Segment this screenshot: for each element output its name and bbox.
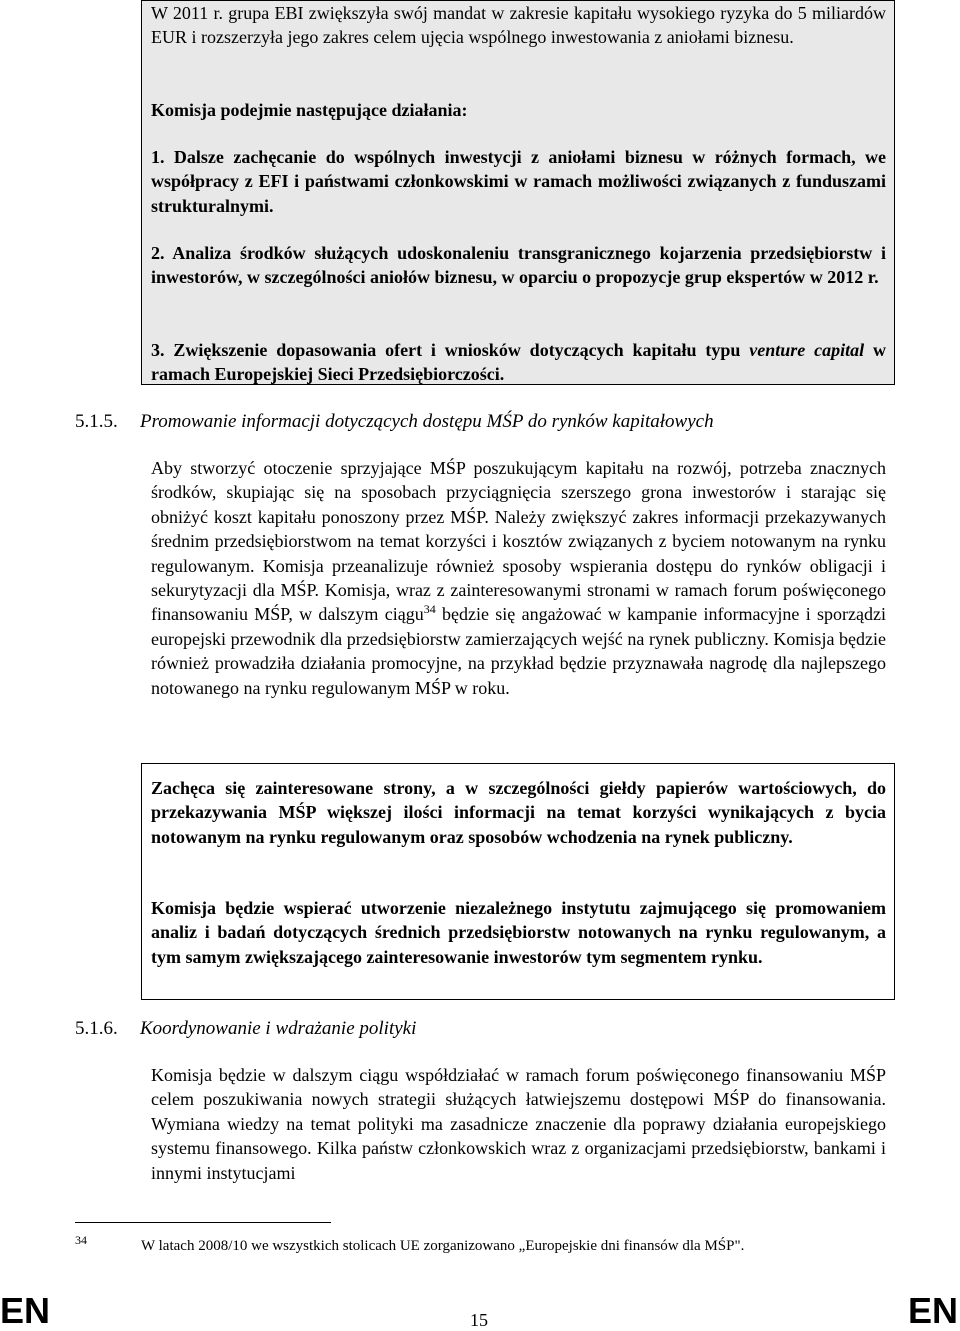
encourage-paragraph-1: Zachęca się zainteresowane strony, a w szczególności giełdy papierów wartościowych, do przekazywania MŚP większej ilości informacji na temat korzyści wynikających z bycia notowanym na rynku regulowanym oraz sposobów wchodzenia na rynek publiczny. — [151, 778, 886, 847]
action-item-3 — [151, 338, 886, 387]
footer-lang-right: EN — [907, 1290, 958, 1331]
action-item-3-text-b: w ramach Europejskiej Sieci Przedsiębiorczości. — [151, 340, 886, 385]
footnote-text: W latach 2008/10 we wszystkich stolicach UE zorganizowano „Europejskie dni finansów dla MŚP". — [141, 1238, 745, 1254]
encourage-paragraph-2: Komisja będzie wspierać utworzenie niezależnego instytutu zajmującego się promowaniem analiz i badań dotyczących średnich przedsiębiorstw notowanych na rynku regulowanym, a tym samym zwiększającego zainteresowanie inwestorów tym segmentem rynku. — [151, 898, 886, 967]
footnote-ref-34[interactable]: 34 — [423, 602, 436, 617]
section-516-number: 5.1.6. — [75, 1018, 118, 1039]
action-item-3-text-a: 3. Zwiększenie dopasowania ofert i wniosków dotyczących kapitału typu — [151, 340, 750, 360]
section-515-text-b: będzie się angażować w kampanie informacyjne i sporządzi europejski przewodnik dla przedsiębiorstw zamierzających wejść na rynek publiczny. Komisja będzie również prowadziła działania promocyjne, na przykład będzie przyznawała nagrodę dla najlepszego notowanego na rynku regulowanym MŚP w roku. — [151, 604, 886, 698]
action-item-3-italic: venture capital — [749, 340, 865, 360]
action-item-1: 1. Dalsze zachęcanie do wspólnych inwestycji z aniołami biznesu w różnych formach, we współpracy z EFI i państwami członkowskimi w ramach możliwości związanych z funduszami strukturalnymi. — [151, 147, 886, 216]
section-515-title: Promowanie informacji dotyczących dostępu MŚP do rynków kapitałowych — [140, 411, 714, 432]
footnote-number: 34 — [75, 1233, 87, 1247]
page-number: 15 — [470, 1310, 488, 1330]
section-515-paragraph — [151, 456, 886, 700]
section-516-paragraph: Komisja będzie w dalszym ciągu współdziałać w ramach forum poświęconego finansowaniu MŚP celem poszukiwania nowych strategii służących łatwiejszemu dostępowi MŚP do finansowania. Wymiana wiedzy na temat polityki ma zasadnicze znaczenie dla poprawy działania europejskiego systemu finansowego. Kilka państw członkowskich wraz z organizacjami przedsiębiorstw, bankami i innymi instytucjami — [151, 1065, 886, 1183]
section-515-text-a: Aby stworzyć otoczenie sprzyjające MŚP poszukującym kapitału na rozwój, potrzeba znacznych środków, skupiając się na sposobach przyciągnięcia szerszego grona inwestorów i starając się obniżyć koszt kapitału ponoszony przez MŚP. Należy zwiększyć zakres informacji przekazywanych średnim przedsiębiorstwom na temat korzyści i kosztów związanych z byciem notowanym na rynku regulowanym. Komisja przeanalizuje również sposoby wspierania dostępu do rynków obligacji i sekurytyzacji dla MŚP. Komisja, wraz z zainteresowanymi stronami w ramach forum poświęconego finansowaniu MŚP, w dalszym ciągu — [151, 458, 886, 625]
footnote-separator — [75, 1222, 331, 1223]
intro-paragraph — [151, 1, 886, 50]
actions-title: Komisja podejmie następujące działania: — [151, 100, 468, 120]
action-item-2: 2. Analiza środków służących udoskonaleniu transgranicznego kojarzenia przedsiębiorstw i inwestorów, w szczególności aniołów biznesu, w oparciu o propozycje grup ekspertów w 2012 r. — [151, 243, 886, 288]
footer-lang-left: EN — [0, 1290, 51, 1331]
section-516-title: Koordynowanie i wdrażanie polityki — [140, 1018, 417, 1039]
section-515-number: 5.1.5. — [75, 411, 118, 432]
intro-text: W 2011 r. grupa EBI zwiększyła swój mandat w zakresie kapitału wysokiego ryzyka do 5 miliardów EUR i rozszerzyła jego zakres celem ujęcia wspólnego inwestowania z aniołami biznesu. — [151, 3, 886, 48]
